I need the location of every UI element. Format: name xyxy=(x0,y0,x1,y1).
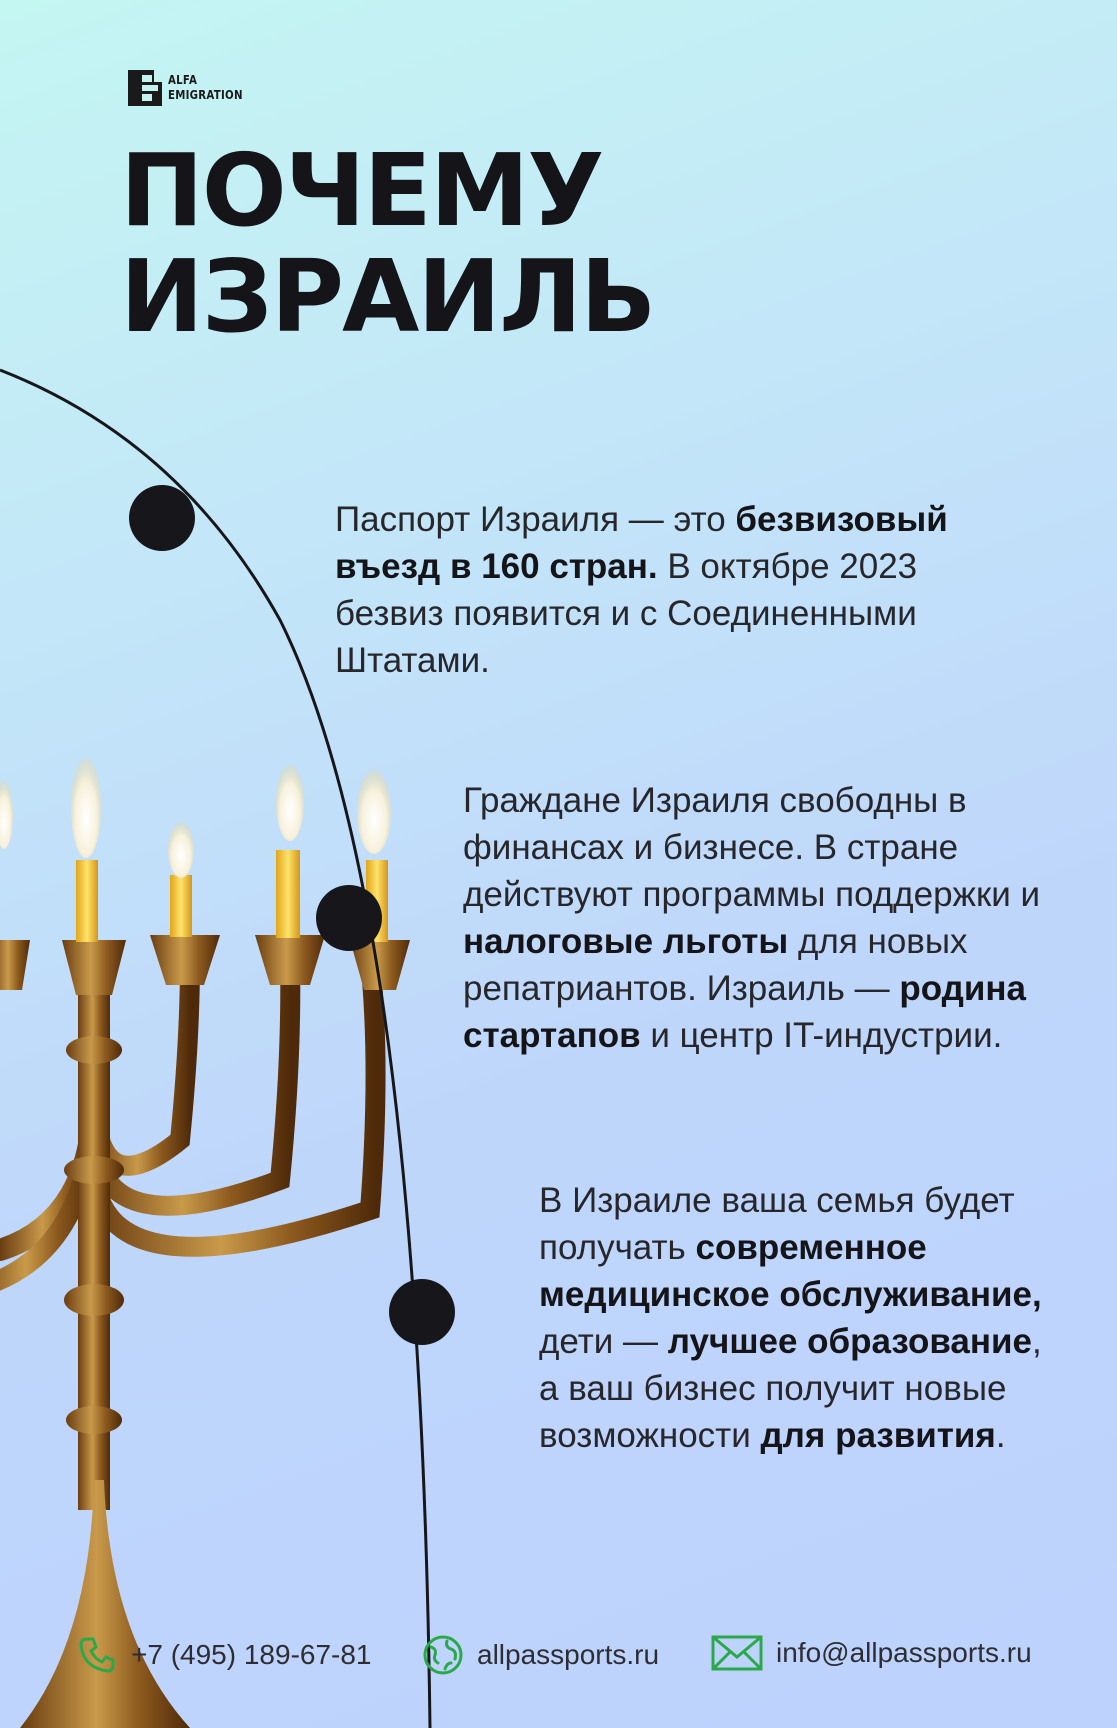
body-text: Граждане Израиля свободны в финансах и бизнесе. В стране действуют программы поддержки и xyxy=(463,781,1041,914)
body-text: . xyxy=(995,1416,1006,1455)
globe-icon xyxy=(421,1633,465,1677)
highlight-text: родина стартапов xyxy=(463,969,1026,1055)
highlight-text: лучшее образование xyxy=(667,1322,1032,1361)
brand-name-line1: ALFA xyxy=(168,73,198,87)
timeline-dot-3 xyxy=(389,1279,455,1345)
contact-email[interactable] xyxy=(710,1633,1032,1673)
body-text: для новых репатриантов. Израиль — xyxy=(463,922,968,1008)
phone-icon xyxy=(75,1633,119,1677)
timeline-dot-1 xyxy=(129,485,195,551)
body-text: В Израиле ваша семья будет получать xyxy=(539,1181,1015,1267)
title-line2: ИЗРАИЛЬ xyxy=(120,238,655,355)
body-text: , а ваш бизнес получит новые возможности xyxy=(539,1322,1042,1455)
timeline-dot-2 xyxy=(316,885,382,951)
title-line1: ПОЧЕМУ xyxy=(120,132,603,249)
body-text: В октябре 2023 безвиз появится и с Соединенными Штатами. xyxy=(335,547,918,680)
website-link: allpassports.ru xyxy=(477,1639,660,1670)
benefit-text-1 xyxy=(335,496,1035,684)
body-text: Паспорт Израиля — это xyxy=(335,500,736,539)
highlight-text: безвизовый въезд в 160 стран. xyxy=(335,500,948,586)
email-link: info@allpassports.ru xyxy=(776,1637,1032,1668)
highlight-text: современное медицинское обслуживание, xyxy=(539,1228,1042,1314)
body-text: и центр IT-индустрии. xyxy=(640,1016,1003,1055)
highlight-text: для развития xyxy=(760,1416,996,1455)
contact-website[interactable] xyxy=(421,1633,659,1677)
phone-number: +7 (495) 189-67-81 xyxy=(131,1639,372,1670)
highlight-text: налоговые льготы xyxy=(463,922,789,961)
mail-icon xyxy=(710,1633,764,1673)
body-text: дети — xyxy=(539,1322,668,1361)
benefit-text-3 xyxy=(539,1177,1059,1459)
contact-phone[interactable] xyxy=(75,1633,372,1677)
benefit-text-2 xyxy=(463,777,1083,1059)
menorah xyxy=(0,960,376,1290)
brand-name-line2: EMIGRATION xyxy=(168,88,243,102)
